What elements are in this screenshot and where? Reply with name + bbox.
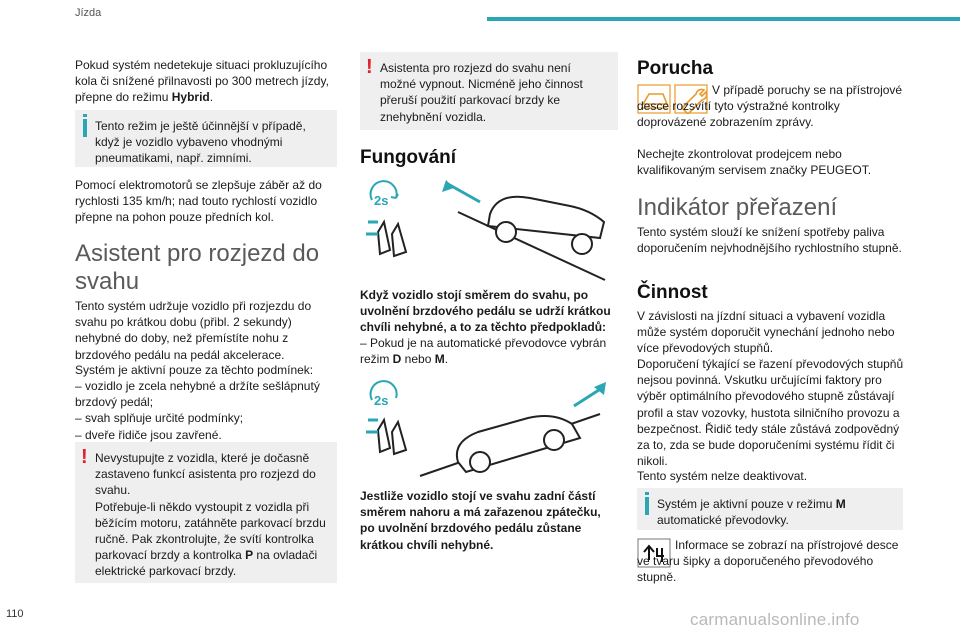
timer-2s-icon	[371, 181, 398, 208]
timer-2s-icon	[371, 381, 397, 408]
paragraph-gear-skip: V závislosti na jízdní situaci a vybavení vozidla může systém doporučit vynechání jednoho nebo více převodových stupňů.	[637, 309, 895, 356]
caption-uphill-forward: Když vozidlo stojí směrem do svahu, po uvolnění brzdového pedálu se udrží krátkou chvíli nehybné, a to za těchto předpokladů:	[360, 288, 611, 335]
paragraph-fault: V případě poruchy se na přístrojové desce rozsvítí tyto výstražné kontrolky doprovázené zobrazením zprávy.	[637, 83, 903, 130]
info-note-tyres: Tento režim je ještě účinnější v případě, když je vozidlo vybaveno vhodnými pneumatikami, např. zimními.	[75, 110, 337, 167]
paragraph-recommendations: Doporučení týkající se řazení převodových stupňů nejsou povinná. Vskutku určujícími faktory pro výběr optimálního převodového stupně zůstávají profil a stav vozovky, hustota silničního provozu a bezpečnost. Řidič tedy stále zůstává zodpovědný za to, zda se bude doporučeními systému řídit či nikoli.	[637, 357, 904, 469]
heading-hill-start-assist: Asistent pro rozjezd do svahu	[75, 240, 320, 295]
info-note-mode-m: Systém je aktivní pouze v režimu M automatické převodovky.	[637, 488, 903, 530]
svg-text:2s: 2s	[374, 393, 389, 408]
car-side-icon	[488, 197, 604, 254]
page-number: 110	[6, 608, 24, 620]
paragraph-hill-assist-description: Tento systém udržuje vozidlo při rozjezdu do svahu po krátkou dobu (přibl. 2 sekundy) nehybné do doby, než přemístíte nohu z brzdového pedálu na pedál akcelerace.	[75, 299, 312, 362]
header-accent-bar	[487, 17, 960, 21]
paragraph-cannot-deactivate: Tento systém nelze deaktivovat.	[637, 469, 808, 483]
list-item: – svah splňuje určité podmínky;	[75, 411, 244, 426]
heading-gear-shift-indicator: Indikátor přeřazení	[637, 194, 838, 221]
paragraph-conditions-intro: Systém je aktivní pouze za těchto podmínek:	[75, 363, 314, 377]
warning-icon: !	[366, 56, 373, 78]
info-icon	[83, 119, 87, 137]
list-item: – vozidlo je zcela nehybné a držíte sešlápnutý brzdový pedál;	[75, 379, 320, 410]
svg-text:2s: 2s	[374, 193, 389, 208]
uphill-reverse-illustration	[360, 378, 615, 478]
car-side-icon	[457, 416, 580, 472]
warning-note-cannot-disable: ! Asistenta pro rozjezd do svahu není možné vypnout. Nicméně jeho činnost přeruší použití parkovací brzdy ke znehybnění vozidla.	[360, 52, 618, 130]
direction-arrow-icon	[442, 180, 480, 202]
section-title: Jízda	[75, 7, 102, 19]
paragraph-gear-shift-purpose: Tento systém slouží ke snížení spotřeby paliva doporučením nejvhodnějšího rychlostního stupně.	[637, 225, 902, 256]
direction-arrow-icon	[574, 382, 606, 406]
paragraph-fault-service: Nechejte zkontrolovat prodejcem nebo kvalifikovaným servisem značky PEUGEOT.	[637, 147, 872, 178]
warning-note-exit-vehicle: ! Nevystupujte z vozidla, které je dočasně zastaveno funkcí asistenta pro rozjezd do svahu. Potřebuje-li někdo vystoupit z vozidla při běžícím motoru, zatáhněte parkovací brzdu ručně. Pak zkontrolujte, že svítí kontrolka parkovací brzdy a kontrolka P na ovladači elektrické parkovací brzdy.	[75, 442, 337, 583]
paragraph-hybrid: Pokud systém nedetekuje situaci prokluzujícího kola či snížené přilnavosti po 300 metrech jízdy, přepne do režimu Hybrid.	[75, 58, 329, 105]
paragraph-electric-motors: Pomocí elektromotorů se zlepšuje záběr až do rychlosti 135 km/h; nad touto rychlostí vozidlo přepne na pohon pouze předních kol.	[75, 178, 322, 225]
caption-gear-condition: – Pokud je na automatické převodovce vybrán režim D nebo M.	[360, 336, 607, 367]
conditions-list	[75, 378, 337, 443]
pedals-icon	[366, 222, 406, 256]
list-item: – dveře řidiče jsou zavřené.	[75, 427, 222, 442]
heading-operation: Fungování	[360, 147, 457, 168]
watermark: carmanualsonline.info	[690, 610, 860, 629]
info-icon	[645, 497, 649, 515]
heading-fault: Porucha	[637, 58, 714, 79]
paragraph-gear-indicator-display: Informace se zobrazí na přístrojové desce ve tvaru šipky a doporučeného převodového stupně.	[637, 538, 899, 585]
caption-uphill-reverse: Jestliže vozidlo stojí ve svahu zadní částí směrem nahoru a má zařazenou zpátečku, po uvolnění brzdového pedálu zůstane krátkou chvíli nehybné.	[360, 489, 601, 552]
warning-icon: !	[81, 446, 88, 468]
uphill-forward-illustration	[360, 172, 615, 282]
pedals-icon	[366, 420, 406, 454]
heading-activity: Činnost	[637, 282, 708, 303]
